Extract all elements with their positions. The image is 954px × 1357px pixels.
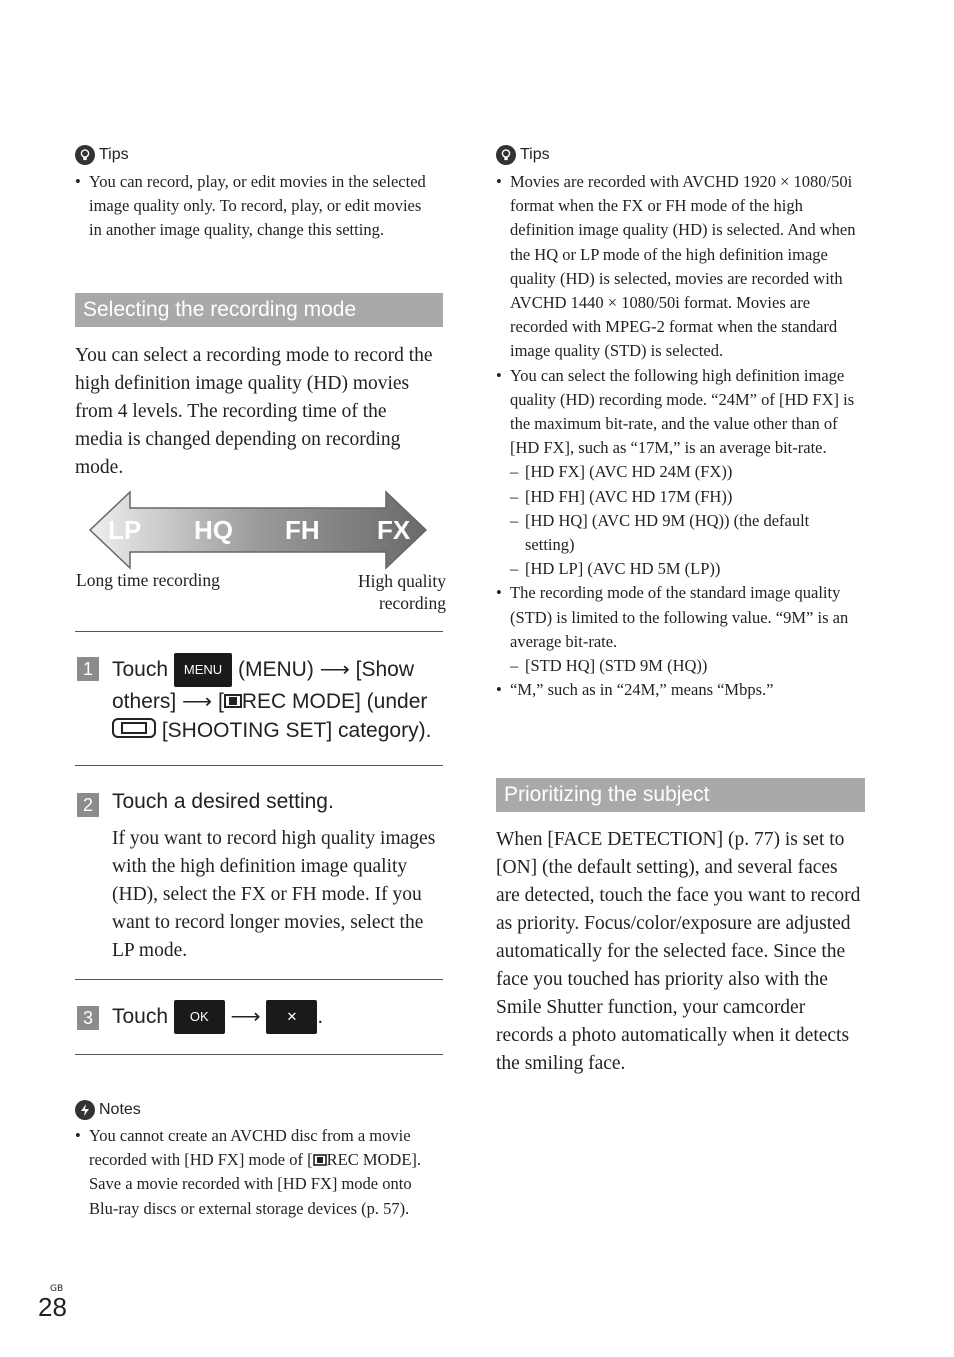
tips-title: Tips: [99, 146, 129, 163]
note-text-part: REC MODE]. Save a movie recorded with [HD FX] mode onto Blu-ray discs or external storage devices (p. 57).: [89, 1150, 422, 1218]
step-number: 2: [77, 793, 99, 817]
camera-category-icon: [112, 716, 156, 740]
step-number: 1: [77, 657, 99, 681]
lightbulb-icon: [75, 145, 95, 165]
tips-list: [496, 581, 858, 654]
tip-item: • You can record, play, or edit movies in the selected image quality only. To record, play, or edit movies in another image quality, change this setting.: [75, 170, 435, 243]
mode-label: HQ: [194, 515, 233, 545]
tips-title: Tips: [520, 146, 550, 163]
sub-list-item: – [HD FH] (AVC HD 17M (FH)): [510, 485, 858, 509]
sub-list-item: – [HD LP] (AVC HD 5M (LP)): [510, 557, 858, 581]
mode-label: FH: [285, 515, 320, 545]
tips-list: [496, 170, 858, 460]
step-2-text: Touch a desired setting.: [112, 790, 334, 813]
step-text-part: [: [218, 689, 224, 713]
sub-list: [496, 654, 858, 678]
quality-range-diagram: [88, 490, 428, 570]
notes-heading: [75, 1100, 141, 1120]
diagram-right-label: [300, 570, 446, 614]
film-icon: [224, 693, 242, 709]
film-icon: [313, 1154, 327, 1166]
tip-item: • The recording mode of the standard image quality (STD) is limited to the following value. “9M” is an average bit-rate.: [496, 581, 858, 654]
divider: [75, 1054, 443, 1055]
warning-icon: [75, 1100, 95, 1120]
step-text-part: Touch: [112, 658, 169, 681]
tips-list-right: [496, 170, 858, 702]
divider: [75, 765, 443, 766]
tips-heading-left: [75, 145, 129, 165]
step-number: 3: [77, 1006, 99, 1030]
arrow-right-icon: ⟶: [182, 689, 213, 713]
step-2-description: If you want to record high quality images with the high definition image quality (HD), select the FX or FH mode. If you want to record longer movies, select the LP mode.: [112, 828, 436, 961]
prioritizing-body: When [FACE DETECTION] (p. 77) is set to [ON] (the default setting), and several faces are detected, touch the face you want to record as priority. Focus/color/exposure are adjusted automatically for the selected face. Since the face you touched has priority also with the Smile Shutter function, your camcorder records a photo automatically when it detects the smiling face.: [496, 829, 861, 1074]
step-1-text: [112, 653, 447, 746]
diagram-right-label-line: High quality: [358, 571, 446, 591]
sub-list-item: – [HD HQ] (AVC HD 9M (HQ)) (the default setting): [510, 509, 858, 557]
recording-mode-intro: You can select a recording mode to record the high definition image quality (HD) movies from 4 levels. The recording time of the media is changed depending on recording mode.: [75, 345, 433, 478]
ok-button[interactable]: OK: [174, 1000, 225, 1034]
notes-list: [75, 1124, 435, 1221]
lightbulb-icon: [496, 145, 516, 165]
step-text-part: [Show others]: [112, 658, 415, 713]
arrow-right-icon: ⟶: [319, 658, 350, 681]
sub-list: [496, 460, 858, 581]
tips-heading-right: [496, 145, 550, 165]
step-3-text: [112, 1000, 323, 1034]
tips-list: [496, 678, 858, 702]
diagram-right-label-line: recording: [378, 593, 446, 613]
step-text-part: .: [317, 1005, 324, 1028]
tips-list-left: [75, 170, 435, 243]
notes-title: Notes: [99, 1101, 141, 1118]
tip-item: • Movies are recorded with AVCHD 1920 × 1080/50i format when the FX or FH mode of the high definition image quality (HD) is selected. And when the HQ or LP mode of the high definition image quality (HD) is selected, movies are recorded with AVCHD 1440 × 1080/50i format. Movies are recorded with MPEG-2 format when the standard image quality (STD) is selected.: [496, 170, 858, 364]
note-text-part: You cannot create an AVCHD disc from a movie recorded with [HD FX] mode of [: [89, 1126, 411, 1170]
section-heading-recording-mode: Selecting the recording mode: [75, 293, 443, 327]
sub-list-item: – [STD HQ] (STD 9M (HQ)): [510, 654, 858, 678]
diagram-left-label: Long time recording: [76, 570, 220, 590]
tip-item: • You can select the following high definition image quality (HD) recording mode. “24M” of [HD FX] is the maximum bit-rate, and the value other than of [HD FX], such as “17M,” is an average bit-rate.: [496, 364, 858, 461]
tip-item: • “M,” such as in “24M,” means “Mbps.”: [496, 678, 858, 702]
note-item: [75, 1124, 435, 1221]
mode-label: FX: [377, 515, 411, 545]
sub-list-item: – [HD FX] (AVC HD 24M (FX)): [510, 460, 858, 484]
step-text-part: (MENU): [238, 658, 314, 681]
close-button[interactable]: ✕: [266, 1000, 317, 1034]
mode-label: LP: [108, 515, 142, 545]
region-code: GB: [50, 1284, 64, 1294]
section-heading-prioritizing: Prioritizing the subject: [496, 778, 865, 812]
step-text-part: Touch: [112, 1005, 169, 1028]
divider: [75, 979, 443, 980]
arrow-right-icon: ⟶: [230, 1005, 261, 1028]
step-text-part: [SHOOTING SET] category).: [161, 719, 432, 742]
divider: [75, 631, 443, 632]
menu-button[interactable]: MENU: [174, 653, 232, 687]
step-text-part: REC MODE] (under: [241, 689, 428, 713]
page-number: 28: [38, 1292, 67, 1322]
